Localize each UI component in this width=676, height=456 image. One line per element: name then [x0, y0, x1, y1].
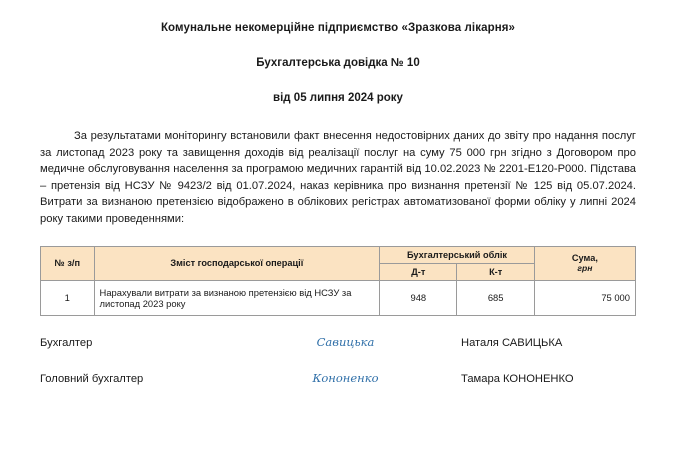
header-credit: К-т	[457, 263, 534, 280]
table-header-row-1	[41, 246, 636, 263]
header-debit: Д-т	[380, 263, 457, 280]
table-body	[41, 280, 636, 315]
document-date: від 05 липня 2024 року	[273, 92, 403, 104]
signature-row-accountant	[40, 335, 636, 349]
accounting-entries-table	[40, 246, 636, 316]
signature-role: Головний бухгалтер	[40, 372, 144, 385]
signature-name: Наталя САВИЦЬКА	[461, 336, 563, 349]
cell-debit: 948	[380, 280, 457, 315]
table-row	[41, 280, 636, 315]
table-head	[41, 246, 636, 280]
header-description: Зміст господарської операції	[94, 246, 380, 280]
header-sum	[534, 246, 635, 280]
cell-row-number: 1	[41, 280, 95, 315]
header-sum-unit: грн	[577, 263, 593, 274]
document-body-text: За результатами моніторингу встановили факт внесення недостовірних даних до звіту про надання послуг за листопад 2023 року та завищення доходів від реалізації послуг на суму 75 000 грн згідно з Договором про медичне обслуговування населення за програмою медичних гарантій від 10.02.2023 № 2201-E120-P000. Підстава – претензія від НСЗУ № 9423/2 від 01.07.2024, наказ керівника про визнання претензії № 125 від 05.07.2024. Витрати за визнаною претензією відображено в облікових регістрах автоматизованої форми обліку у липні 2024 року такими проведеннями:	[40, 130, 636, 225]
cell-description: Нарахували витрати за визнаною претензією від НСЗУ за листопад 2023 року	[94, 280, 380, 315]
header-sum-label: Сума,	[571, 253, 598, 264]
cell-sum: 75 000	[534, 280, 635, 315]
signature-mark: Савицька	[316, 334, 375, 349]
signature-row-chief-accountant	[40, 371, 636, 385]
organization-name: Комунальне некомерційне підприємство «Зразкова лікарня»	[160, 22, 516, 34]
document-heading	[40, 22, 636, 104]
cell-credit: 685	[457, 280, 534, 315]
header-accounting-group: Бухгалтерський облік	[380, 246, 535, 263]
signature-name: Тамара КОНОНЕНКО	[461, 372, 574, 385]
signature-mark: Кононенко	[312, 370, 379, 385]
document-title: Бухгалтерська довідка № 10	[256, 57, 420, 69]
signature-role: Бухгалтер	[40, 336, 93, 349]
header-row-number: № з/п	[41, 246, 95, 280]
